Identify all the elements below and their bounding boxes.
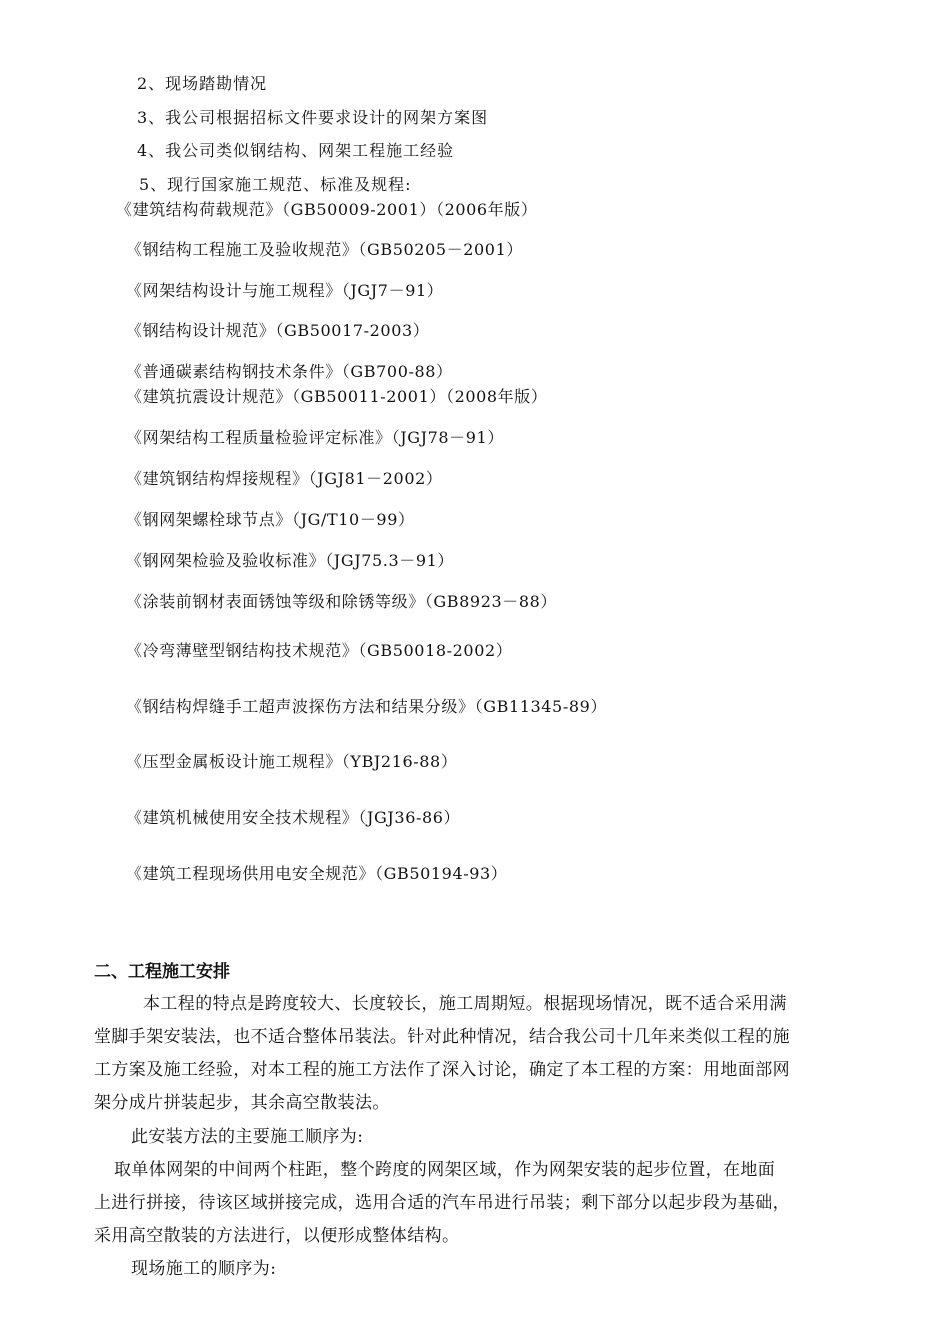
basis-item: 3、我公司根据招标文件要求设计的网架方案图 xyxy=(137,108,489,127)
paragraph-line: 堂脚手架安装法，也不适合整体吊装法。针对此种情况，结合我公司十几年来类似工程的施 xyxy=(94,1027,790,1047)
standard-reference: 《建筑工程现场供用电安全规范》（GB50194-93） xyxy=(126,864,508,883)
standard-reference: 《冷弯薄壁型钢结构技术规范》（GB50018-2002） xyxy=(126,641,513,660)
paragraph-line: 取单体网架的中间两个柱距，整个跨度的网架区域，作为网架安装的起步位置，在地面 xyxy=(114,1160,776,1180)
paragraph-line: 本工程的特点是跨度较大、长度较长，施工周期短。根据现场情况，既不适合采用满 xyxy=(143,994,787,1014)
standard-reference: 《钢结构工程施工及验收规范》（GB50205－2001） xyxy=(126,240,523,259)
standard-reference: 《建筑钢结构焊接规程》（JGJ81－2002） xyxy=(126,469,443,488)
standard-reference: 《压型金属板设计施工规程》（YBJ216-88） xyxy=(126,752,458,771)
standard-reference: 《网架结构设计与施工规程》（JGJ7－91） xyxy=(126,281,444,300)
paragraph-line: 采用高空散装的方法进行，以便形成整体结构。 xyxy=(94,1226,460,1246)
standard-reference: 《建筑机械使用安全技术规程》（JGJ36-86） xyxy=(126,808,461,827)
basis-item: 4、我公司类似钢结构、网架工程施工经验 xyxy=(137,141,455,160)
paragraph-line: 此安装方法的主要施工顺序为: xyxy=(131,1127,364,1147)
basis-item: 2、现场踏勘情况 xyxy=(137,74,268,93)
standard-reference: 《涂装前钢材表面锈蚀等级和除锈等级》（GB8923－88） xyxy=(126,592,558,611)
standard-reference: 《钢结构设计规范》（GB50017-2003） xyxy=(126,321,430,340)
paragraph-line: 现场施工的顺序为: xyxy=(131,1259,277,1279)
paragraph-line: 工方案及施工经验，对本工程的施工方法作了深入讨论，确定了本工程的方案：用地面部网 xyxy=(94,1060,790,1080)
standard-reference: 《建筑抗震设计规范》（GB50011-2001）（2008年版） xyxy=(126,387,548,406)
standard-reference: 《钢网架检验及验收标准》（JGJ75.3－91） xyxy=(126,551,454,570)
standard-reference: 《建筑结构荷载规范》（GB50009-2001）（2006年版） xyxy=(116,200,538,219)
paragraph-line: 上进行拼接，待该区域拼接完成，选用合适的汽车吊进行吊装；剩下部分以起步段为基础， xyxy=(94,1193,790,1213)
standard-reference: 《钢网架螺栓球节点》（JG/T10－99） xyxy=(126,510,415,529)
section-heading: 二、工程施工安排 xyxy=(94,962,230,982)
standard-reference: 《普通碳素结构钢技术条件》（GB700-88） xyxy=(126,362,453,381)
standard-reference: 《网架结构工程质量检验评定标准》（JGJ78－91） xyxy=(126,428,504,447)
basis-item: 5、现行国家施工规范、标准及规程: xyxy=(139,175,412,194)
standard-reference: 《钢结构焊缝手工超声波探伤方法和结果分级》（GB11345-89） xyxy=(126,697,608,716)
paragraph-line: 架分成片拼装起步，其余高空散装法。 xyxy=(94,1093,390,1113)
